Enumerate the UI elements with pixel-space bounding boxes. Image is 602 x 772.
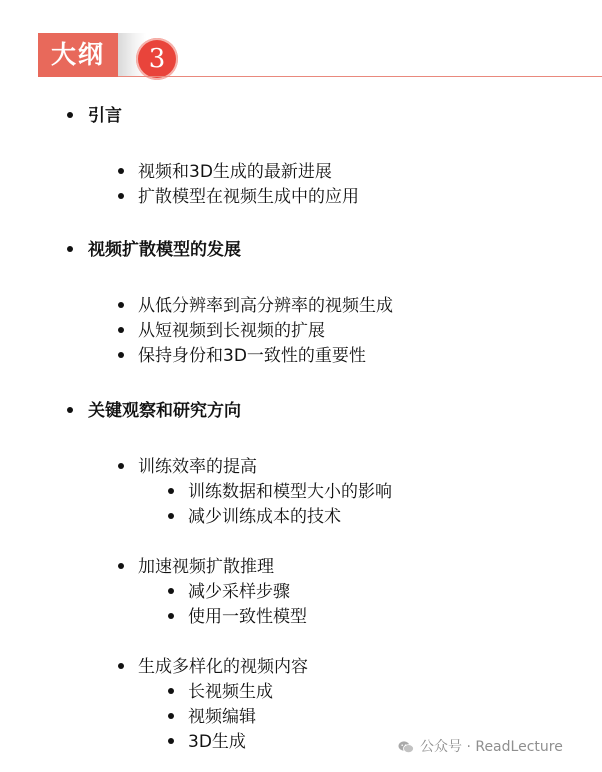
section-title: 大纲 xyxy=(50,40,105,69)
outline-heading: 视频扩散模型的发展 xyxy=(88,240,241,260)
bullet-icon xyxy=(168,688,174,694)
bullet-icon xyxy=(168,713,174,719)
outline-subitem: 训练数据和模型大小的影响 xyxy=(188,482,392,502)
outline-subitem: 视频编辑 xyxy=(188,707,256,727)
bullet-icon xyxy=(118,352,124,358)
outline-item: 生成多样化的视频内容 xyxy=(138,657,308,677)
bullet-icon xyxy=(168,738,174,744)
outline-item: 扩散模型在视频生成中的应用 xyxy=(138,187,359,207)
bullet-icon xyxy=(118,193,124,199)
bullet-icon xyxy=(118,302,124,308)
header-divider xyxy=(118,76,602,77)
bullet-icon xyxy=(168,488,174,494)
watermark-text: 公众号 · ReadLecture xyxy=(420,739,563,755)
outline-item: 保持身份和3D一致性的重要性 xyxy=(138,346,366,366)
section-number-badge: 3 xyxy=(136,38,178,80)
outline-item: 训练效率的提高 xyxy=(138,457,257,477)
bullet-icon xyxy=(118,168,124,174)
outline-item: 加速视频扩散推理 xyxy=(138,557,274,577)
bullet-icon xyxy=(168,613,174,619)
outline-subitem: 3D生成 xyxy=(188,732,246,752)
bullet-icon xyxy=(118,463,124,469)
outline-subitem: 减少训练成本的技术 xyxy=(188,507,341,527)
bullet-icon xyxy=(118,327,124,333)
outline-item: 从低分辨率到高分辨率的视频生成 xyxy=(138,296,393,316)
outline-heading: 引言 xyxy=(88,106,122,126)
bullet-icon xyxy=(168,513,174,519)
outline-heading: 关键观察和研究方向 xyxy=(88,401,241,421)
outline-item: 从短视频到长视频的扩展 xyxy=(138,321,325,341)
outline-subitem: 使用一致性模型 xyxy=(188,607,307,627)
bullet-icon xyxy=(67,407,73,413)
title-tab xyxy=(38,33,118,77)
outline-subitem: 减少采样步骤 xyxy=(188,582,290,602)
bullet-icon xyxy=(118,663,124,669)
outline-item: 视频和3D生成的最新进展 xyxy=(138,162,332,182)
wechat-icon xyxy=(398,740,414,754)
bullet-icon xyxy=(168,588,174,594)
bullet-icon xyxy=(67,246,73,252)
bullet-icon xyxy=(67,112,73,118)
section-header xyxy=(0,0,602,80)
bullet-icon xyxy=(118,563,124,569)
outline-subitem: 长视频生成 xyxy=(188,682,273,702)
